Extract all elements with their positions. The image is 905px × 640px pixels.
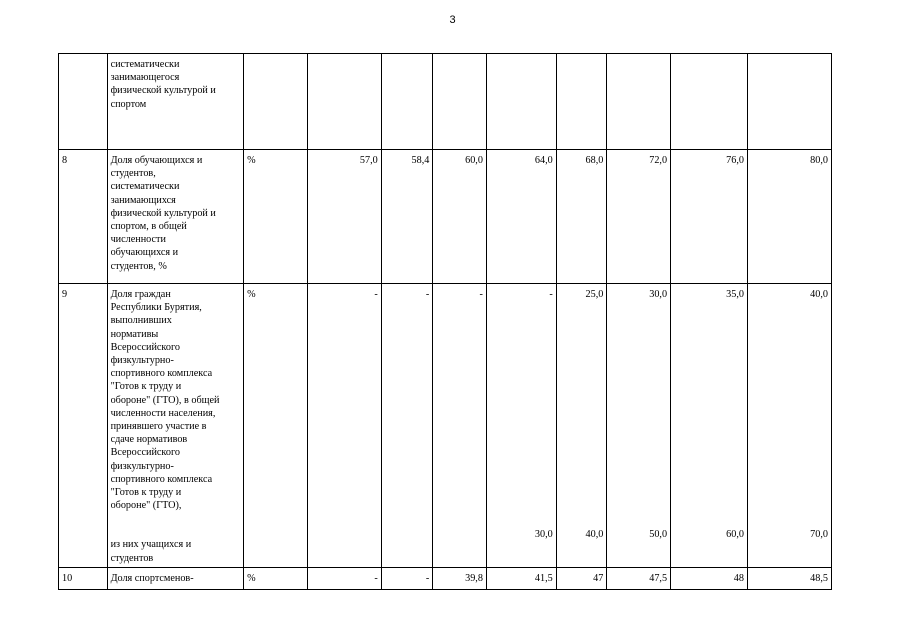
value-cell [747,54,831,150]
value-cell: 72,0 [607,150,671,284]
value-main: 30,0 [649,289,668,300]
value-cell: 80,0 [747,150,831,284]
value-main: - [425,289,430,300]
indicator-subitem-text: из них учащихся и студентов [110,539,192,564]
unit-cell: % [244,150,308,284]
value-cell [607,284,671,568]
value-cell: 57,0 [307,150,381,284]
value-cell [556,284,607,568]
value-cell: 39,8 [433,567,487,589]
value-main: 25,0 [585,289,604,300]
indicator-name-cell: Доля обучающихся и студентов, систематически занимающихся физической культурой и спортом, в общей численности обучающихся и студентов, % [107,150,244,284]
value-cell: 48,5 [747,567,831,589]
value-cell [486,54,556,150]
value-cell: 64,0 [486,150,556,284]
value-cell: - [381,567,433,589]
value-cell [433,284,487,568]
indicator-name-cell [107,284,244,568]
row-number-cell: 8 [59,150,108,284]
value-cell: 58,4 [381,150,433,284]
unit-cell [244,54,308,150]
value-cell: 47,5 [607,567,671,589]
value-cell: 47 [556,567,607,589]
value-cell [307,284,381,568]
value-cell [671,54,748,150]
value-main: - [479,289,483,300]
indicator-name-text: Доля граждан Республики Бурятия, выполнивших нормативы Всероссийского физкультурно- спортивного комплекса "Готов к труду и обороне" (ГТО), в общей численности населения, принявшего участие в сдаче нормативов Всероссийского физкультурно- спортивного комплекса "Готов к труду и обороне" (ГТО), [110,289,220,512]
value-cell: - [307,567,381,589]
value-cell: 48 [671,567,748,589]
value-cell: 68,0 [556,150,607,284]
table-row-10 [59,567,832,589]
value-cell [307,54,381,150]
value-sub: 30,0 [534,529,553,541]
value-cell [747,284,831,568]
unit-cell: % [244,284,308,568]
value-cell [433,54,487,150]
value-sub: 70,0 [810,529,828,541]
value-cell [671,284,748,568]
table-row-8 [59,150,832,284]
value-cell [381,54,433,150]
value-main: - [549,289,553,300]
value-cell [556,54,607,150]
value-cell: 41,5 [486,567,556,589]
row-number-cell [59,54,108,150]
table-row-continuation [59,54,832,150]
value-main: - [374,289,378,300]
value-cell [607,54,671,150]
value-sub: 40,0 [585,529,604,541]
table-row-9 [59,284,832,568]
row-number-cell: 9 [59,284,108,568]
indicator-name-cell: Доля спортсменов- [107,567,244,589]
row-number-cell: 10 [59,567,108,589]
indicator-name-cell: систематически занимающегося физической культурой и спортом [107,54,244,150]
value-cell: 60,0 [433,150,487,284]
value-cell [381,284,433,568]
value-cell: 76,0 [671,150,748,284]
indicators-table [58,53,832,590]
unit-cell: % [244,567,308,589]
value-main: 40,0 [810,289,828,300]
page-number: 3 [449,14,456,26]
value-sub: 60,0 [726,529,744,541]
value-cell [486,284,556,568]
value-sub: 50,0 [649,529,668,541]
value-main: 35,0 [726,289,744,300]
